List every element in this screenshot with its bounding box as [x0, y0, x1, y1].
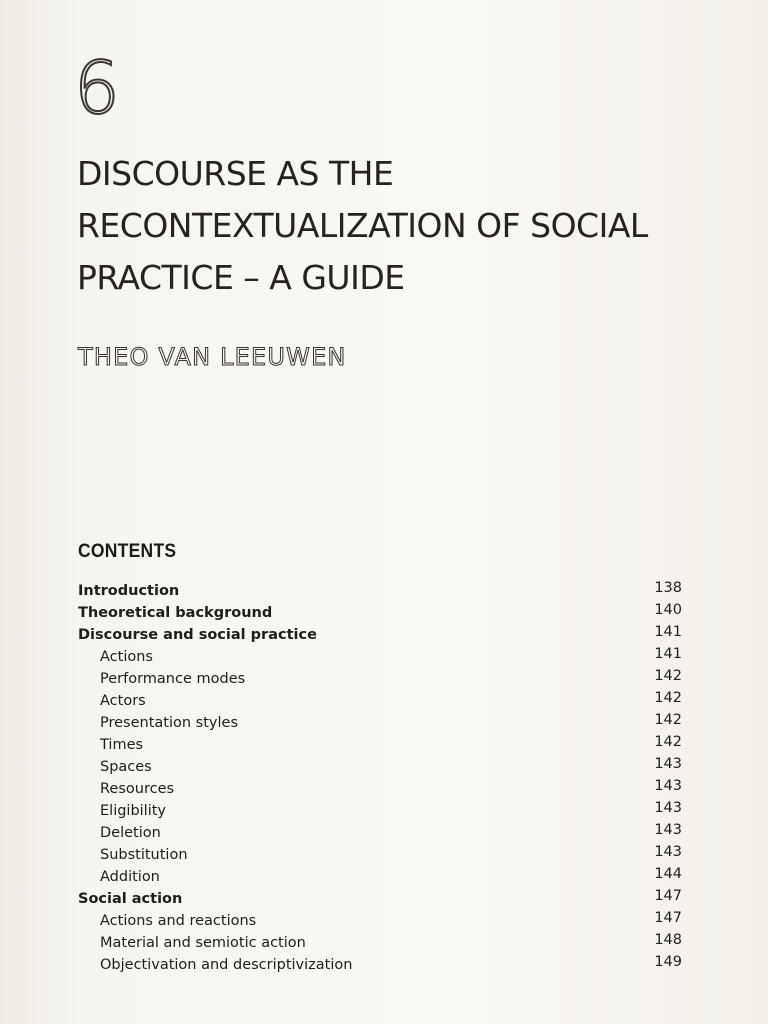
toc-entry — [78, 844, 682, 866]
toc-entry — [78, 690, 682, 712]
toc-entry-label: Actions — [100, 649, 153, 665]
toc-entry-page-number: 141 — [654, 624, 682, 640]
toc-entry-page-number: 147 — [654, 910, 682, 926]
chapter-title-line: DISCOURSE AS THE — [77, 154, 394, 193]
toc-entry-page-number: 144 — [654, 866, 682, 882]
toc-entry — [78, 734, 682, 756]
chapter-title — [77, 148, 677, 304]
toc-entry — [78, 778, 682, 800]
author-name: THEO VAN LEEUWEN — [78, 343, 347, 371]
toc-entry — [78, 756, 682, 778]
toc-entry-page-number: 142 — [654, 690, 682, 706]
toc-entry-page-number: 143 — [654, 800, 682, 816]
toc-entry-page-number: 142 — [654, 668, 682, 684]
toc-entry-label: Spaces — [100, 759, 152, 775]
toc-entry — [78, 580, 682, 602]
toc-entry-label: Social action — [78, 891, 183, 907]
toc-entry-page-number: 140 — [654, 602, 682, 618]
toc-entry-page-number: 148 — [654, 932, 682, 948]
toc-entry-label: Substitution — [100, 847, 188, 863]
toc-entry-label: Discourse and social practice — [78, 627, 317, 643]
toc-entry-page-number: 143 — [654, 844, 682, 860]
toc-entry-label: Deletion — [100, 825, 161, 841]
toc-entry-label: Presentation styles — [100, 715, 238, 731]
toc-entry-page-number: 143 — [654, 756, 682, 772]
toc-entry-label: Actors — [100, 693, 146, 709]
toc-entry-label: Theoretical background — [78, 605, 273, 621]
toc-entry-page-number: 149 — [654, 954, 682, 970]
contents-heading: CONTENTS — [78, 541, 177, 562]
toc-entry — [78, 888, 682, 910]
toc-entry — [78, 822, 682, 844]
toc-entry-label: Material and semiotic action — [100, 935, 306, 951]
toc-entry-label: Introduction — [78, 583, 180, 599]
toc-entry-label: Eligibility — [100, 803, 167, 819]
toc-entry — [78, 954, 682, 976]
chapter-title-line: RECONTEXTUALIZATION OF SOCIAL — [77, 206, 648, 245]
toc-entry-page-number: 142 — [654, 734, 682, 750]
toc-entry-label: Objectivation and descriptivization — [100, 957, 353, 973]
toc-entry — [78, 668, 682, 690]
toc-entry-page-number: 143 — [654, 822, 682, 838]
toc-entry — [78, 646, 682, 668]
toc-entry — [78, 624, 682, 646]
toc-entry — [78, 800, 682, 822]
toc-entry-page-number: 147 — [654, 888, 682, 904]
chapter-title-line: PRACTICE – A GUIDE — [77, 258, 405, 297]
toc-entry — [78, 910, 682, 932]
toc-entry-label: Performance modes — [100, 671, 246, 687]
table-of-contents — [78, 580, 682, 976]
chapter-number: 6 — [74, 46, 120, 130]
toc-entry-label: Times — [100, 737, 144, 753]
toc-entry-label: Addition — [100, 869, 160, 885]
toc-entry — [78, 712, 682, 734]
toc-entry-page-number: 143 — [654, 778, 682, 794]
toc-entry — [78, 602, 682, 624]
toc-entry-label: Resources — [100, 781, 175, 797]
toc-entry — [78, 866, 682, 888]
toc-entry-page-number: 141 — [654, 646, 682, 662]
toc-entry-page-number: 142 — [654, 712, 682, 728]
toc-entry — [78, 932, 682, 954]
toc-entry-label: Actions and reactions — [100, 913, 257, 929]
toc-entry-page-number: 138 — [654, 580, 682, 596]
